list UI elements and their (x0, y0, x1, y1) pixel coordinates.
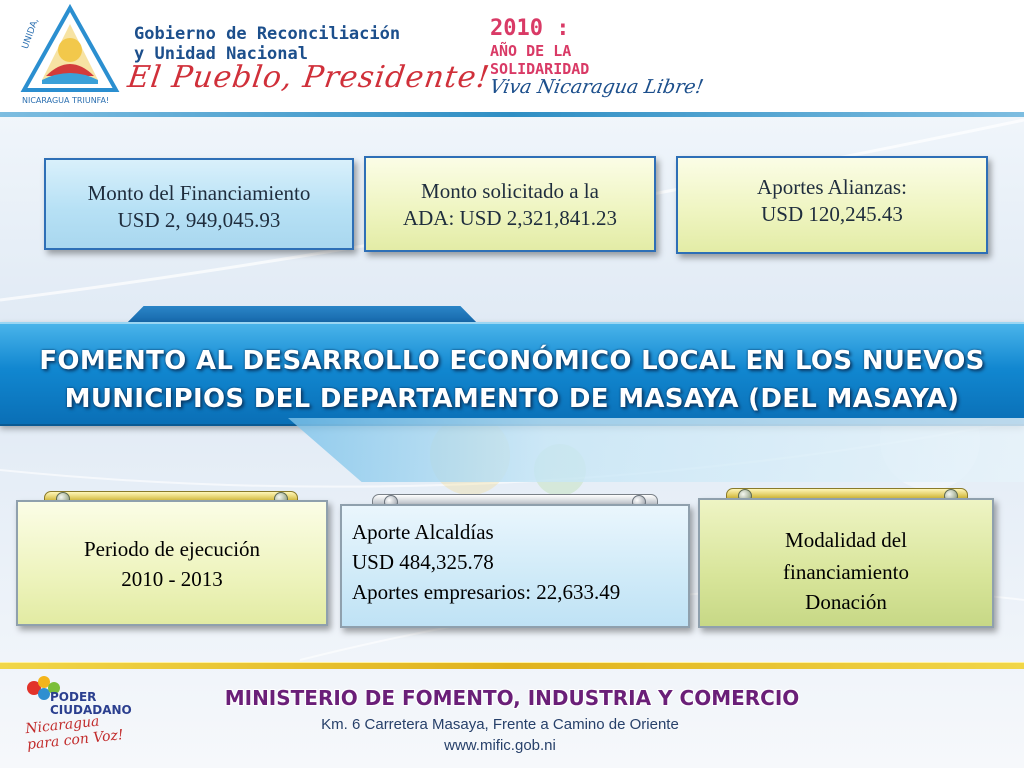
government-logo (16, 2, 124, 108)
financing-modality-label-line2: financiamiento (783, 560, 909, 584)
year-label: 2010 : (490, 16, 570, 41)
ada-request-value: ADA: USD 2,321,841.23 (402, 206, 618, 230)
ministry-address: Km. 6 Carretera Masaya, Frente a Camino de Oriente (321, 716, 679, 733)
execution-period-plaque (16, 500, 328, 626)
financing-amount-label: Monto del Financiamiento (87, 181, 311, 205)
municipal-contribution-value: USD 484,325.78 (352, 550, 494, 574)
government-name-line1: Gobierno de Reconciliación (134, 24, 401, 44)
ada-request-label: Monto solicitado a la (421, 179, 599, 203)
alliances-label: Aportes Alianzas: (757, 175, 907, 199)
project-title-line2: MUNICIPIOS DEL DEPARTAMENTO DE MASAYA (DEL MASAYA) (64, 384, 960, 414)
execution-period-value: 2010 - 2013 (121, 567, 223, 591)
header (0, 0, 1024, 112)
financing-amount-value: USD 2, 949,045.93 (117, 208, 281, 232)
government-name-line2: y Unidad Nacional (134, 44, 308, 64)
gov-logo-text-bottom: NICARAGUA TRIUNFA! (22, 96, 110, 105)
municipal-contribution-label: Aporte Alcaldías (352, 520, 494, 544)
financing-modality-label-line1: Modalidad del (785, 528, 907, 552)
alliances-box (676, 156, 988, 254)
execution-period-label: Periodo de ejecución (83, 537, 261, 561)
poder-slogan: Nicaragua para con Voz! (24, 713, 125, 754)
footer-divider (0, 662, 1024, 669)
header-divider (0, 112, 1024, 117)
government-slogan: El Pueblo, Presidente! (125, 60, 493, 95)
poder-logo-line1: PODER (50, 690, 97, 704)
ministry-website[interactable]: www.mific.gob.ni (444, 737, 556, 754)
project-title-line1: FOMENTO AL DESARROLLO ECONÓMICO LOCAL EN LOS NUEVOS (39, 346, 985, 376)
year-motto-line1: AÑO DE LA (490, 42, 572, 60)
year-motto-line2: SOLIDARIDAD (490, 60, 590, 78)
alliances-value: USD 120,245.43 (761, 202, 903, 226)
poder-logo-line2: CIUDADANO (50, 703, 132, 717)
financing-amount-box (44, 158, 354, 250)
year-slogan: Viva Nicaragua Libre! (488, 76, 706, 98)
ada-request-box (364, 156, 656, 252)
banner-lower-shape (288, 418, 1024, 482)
business-contribution: Aportes empresarios: 22,633.49 (352, 580, 621, 604)
financing-modality-value: Donación (805, 590, 887, 614)
ministry-name: MINISTERIO DE FOMENTO, INDUSTRIA Y COMERCIO (224, 686, 800, 710)
gov-logo-text-top: UNIDA, (20, 17, 41, 51)
